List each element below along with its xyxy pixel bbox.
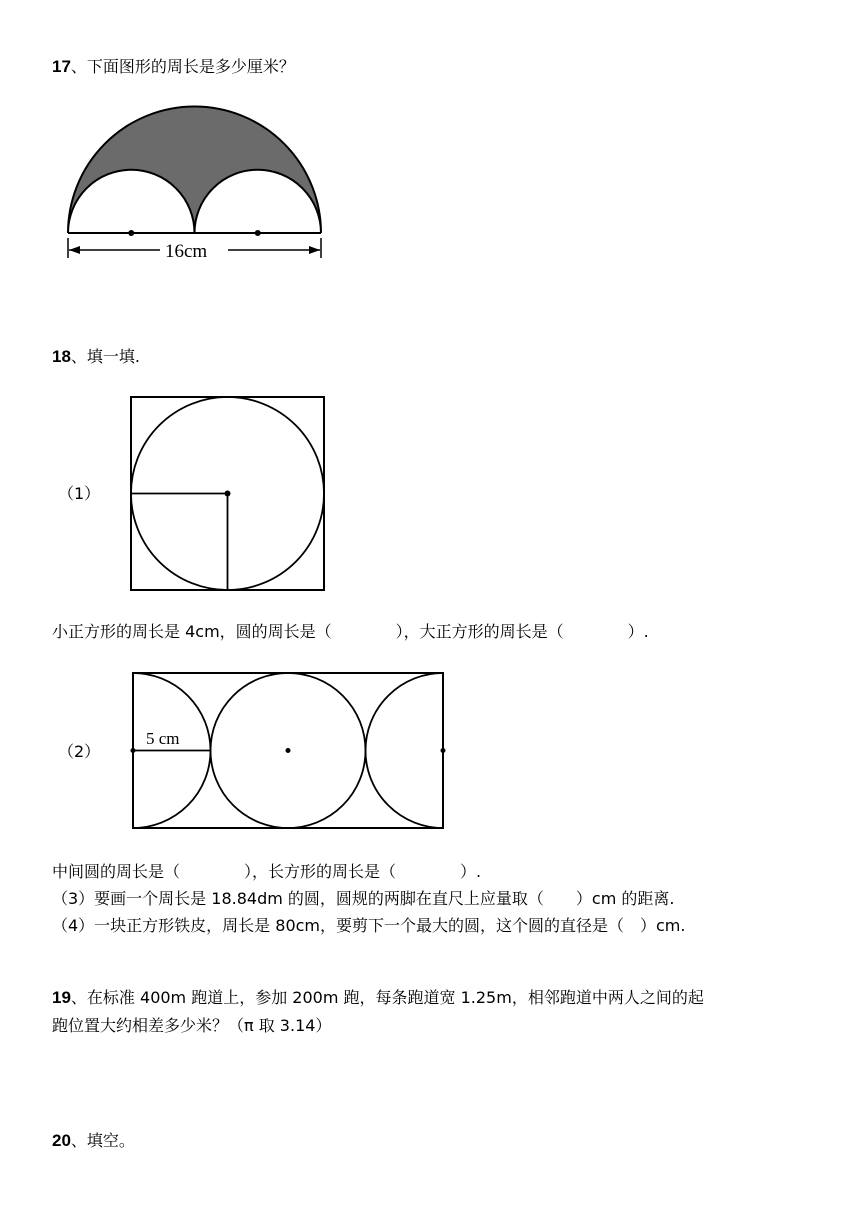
question-number: 19 — [52, 988, 71, 1007]
question-18 — [52, 346, 140, 368]
question-number: 18 — [52, 347, 71, 366]
question-text: 、填空。 — [70, 1131, 135, 1150]
question-20 — [52, 1130, 135, 1152]
question-19-line-2: 跑位置大约相差多少米？（π 取 3.14） — [52, 1016, 332, 1035]
question-text: 、在标准 400m 跑道上，参加 200m 跑，每条跑道宽 1.25m，相邻跑道中两人之间的起 — [70, 988, 704, 1007]
part-2-text: 中间圆的周长是（ ），长方形的周长是（ ）. — [52, 862, 482, 881]
part-1-label: （1） — [58, 484, 101, 503]
part-1-text: 小正方形的周长是 4cm，圆的周长是（ ），大正方形的周长是（ ）. — [52, 622, 649, 641]
question-text: 、下面图形的周长是多少厘米？ — [70, 57, 295, 76]
part-3-text: （3）要画一个周长是 18.84dm 的圆，圆规的两脚在直尺上应量取（ ）cm 的距离. — [52, 889, 675, 908]
shaded-region — [68, 107, 321, 233]
question-17 — [52, 56, 295, 78]
question-19 — [52, 987, 704, 1009]
circle-in-square-figure — [128, 394, 330, 596]
part-4-text: （4）一块正方形铁皮，周长是 80cm，要剪下一个最大的圆，这个圆的直径是（ ）cm. — [52, 916, 686, 935]
question-number: 17 — [52, 57, 71, 76]
rectangle-circles-figure — [128, 669, 450, 835]
center-dot-left — [128, 230, 134, 236]
center-dot-right — [255, 230, 261, 236]
dimension-label: 16cm — [165, 241, 208, 262]
part-2-label: （2） — [58, 742, 101, 761]
radius-label: 5 cm — [146, 729, 180, 748]
question-text: 、填一填. — [70, 347, 141, 366]
question-number: 20 — [52, 1131, 71, 1150]
